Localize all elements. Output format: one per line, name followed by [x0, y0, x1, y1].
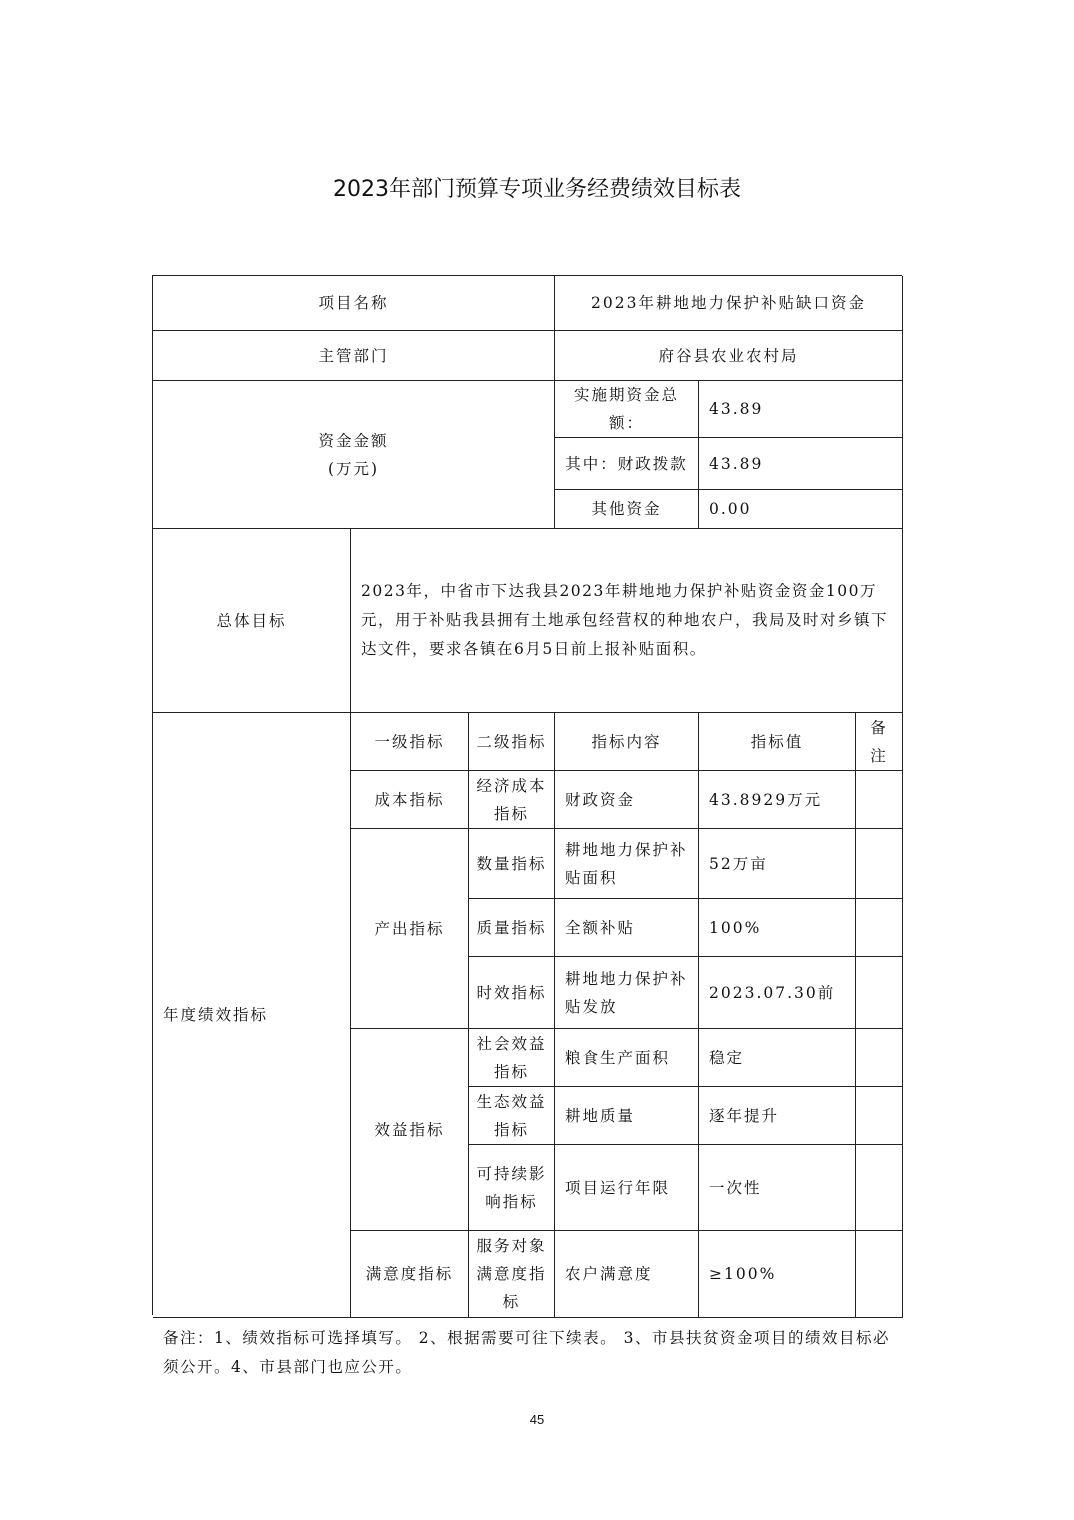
content-cell: 耕地地力保护补贴发放 [555, 957, 699, 1029]
footnote: 备注：1、绩效指标可选择填写。 2、根据需要可往下续表。 3、市县扶贫资金项目的绩效目标必须公开。4、市县部门也应公开。 [163, 1329, 890, 1376]
remark-cell [856, 771, 903, 829]
funds-other-value: 0.00 [699, 490, 903, 529]
department-label: 主管部门 [153, 331, 555, 381]
value-cell: ≥100% [699, 1231, 856, 1318]
header-value: 指标值 [699, 713, 856, 771]
funds-total-label: 实施期资金总额： [555, 381, 699, 438]
remark-cell [856, 1029, 903, 1087]
remark-cell [856, 899, 903, 957]
value-cell: 100% [699, 899, 856, 957]
goal-label: 总体目标 [153, 529, 351, 713]
level2-cell: 时效指标 [469, 957, 555, 1029]
content-cell: 项目运行年限 [555, 1145, 699, 1231]
goal-text: 2023年，中省市下达我县2023年耕地地力保护补贴资金资金100万元，用于补贴我县拥有土地承包经营权的种地农户，我局及时对乡镇下达文件，要求各镇在6月5日前上报补贴面积。 [351, 529, 903, 713]
header-content: 指标内容 [555, 713, 699, 771]
level2-cell: 数量指标 [469, 829, 555, 899]
level1-cost: 成本指标 [351, 771, 469, 829]
level2-cell: 服务对象满意度指标 [469, 1231, 555, 1318]
content-cell: 农户满意度 [555, 1231, 699, 1318]
funds-total-value: 43.89 [699, 381, 903, 438]
funds-fiscal-value: 43.89 [699, 438, 903, 490]
remark-cell [856, 829, 903, 899]
value-cell: 一次性 [699, 1145, 856, 1231]
remark-cell [856, 1231, 903, 1318]
level2-cell: 生态效益指标 [469, 1087, 555, 1145]
funds-label-line1: 资金金额 [318, 431, 389, 450]
content-cell: 财政资金 [555, 771, 699, 829]
performance-target-table [152, 275, 902, 1315]
content-cell: 全额补贴 [555, 899, 699, 957]
level1-satisfaction: 满意度指标 [351, 1231, 469, 1318]
level1-output: 产出指标 [351, 829, 469, 1029]
value-cell: 逐年提升 [699, 1087, 856, 1145]
level2-cell: 可持续影响指标 [469, 1145, 555, 1231]
project-name-label: 项目名称 [153, 276, 555, 331]
annual-indicators-label: 年度绩效指标 [153, 713, 351, 1318]
funds-other-label: 其他资金 [555, 490, 699, 529]
remark-cell [856, 1145, 903, 1231]
content-cell: 耕地质量 [555, 1087, 699, 1145]
funds-label [153, 381, 555, 529]
content-cell: 耕地地力保护补贴面积 [555, 829, 699, 899]
remark-cell [856, 1087, 903, 1145]
department-value: 府谷县农业农村局 [555, 331, 903, 381]
level2-cell: 经济成本指标 [469, 771, 555, 829]
page-title: 2023年部门预算专项业务经费绩效目标表 [333, 177, 741, 202]
remark-cell [856, 957, 903, 1029]
funds-label-line2: (万元) [327, 459, 380, 478]
header-remark: 备注 [856, 713, 903, 771]
funds-fiscal-label: 其中：财政拨款 [555, 438, 699, 490]
content-cell: 粮食生产面积 [555, 1029, 699, 1087]
project-name-value: 2023年耕地地力保护补贴缺口资金 [555, 276, 903, 331]
header-level2: 二级指标 [469, 713, 555, 771]
value-cell: 稳定 [699, 1029, 856, 1087]
value-cell: 2023.07.30前 [699, 957, 856, 1029]
level2-cell: 社会效益指标 [469, 1029, 555, 1087]
header-level1: 一级指标 [351, 713, 469, 771]
level2-cell: 质量指标 [469, 899, 555, 957]
value-cell: 43.8929万元 [699, 771, 856, 829]
value-cell: 52万亩 [699, 829, 856, 899]
page-number: 45 [529, 1412, 545, 1427]
level1-benefit: 效益指标 [351, 1029, 469, 1231]
